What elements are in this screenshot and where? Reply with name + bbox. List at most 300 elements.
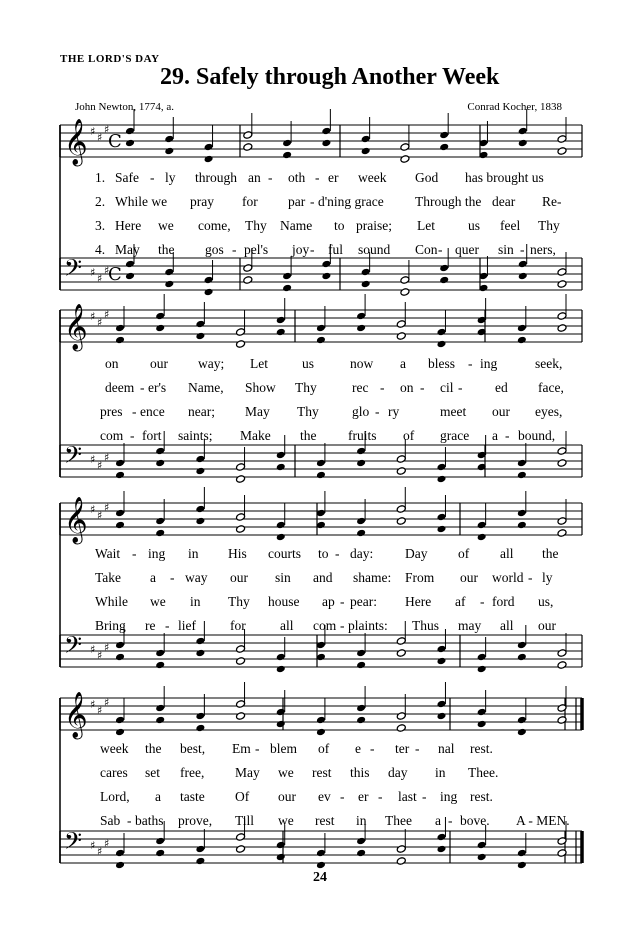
syllable: seek, <box>535 356 563 371</box>
syllable: the <box>145 741 162 756</box>
syllable: near; <box>188 404 215 419</box>
syllable: par <box>288 194 306 209</box>
syllable: ners, <box>530 242 556 257</box>
syllable: - <box>170 570 175 585</box>
clef-symbol: 𝄢 <box>64 441 83 474</box>
syllable: of <box>458 546 470 561</box>
syllable: bound, <box>518 428 556 443</box>
note-head <box>236 712 246 721</box>
syllable: - <box>448 813 453 828</box>
syllable: - <box>480 594 485 609</box>
note-head <box>276 853 286 862</box>
note-head <box>439 276 449 285</box>
syllable: From <box>405 570 435 585</box>
syllable: saints; <box>178 428 213 443</box>
syllable: - <box>422 789 427 804</box>
syllable: dear <box>492 194 516 209</box>
note-head <box>195 467 205 476</box>
syllable: our <box>538 618 556 633</box>
syllable: May <box>235 765 260 780</box>
syllable: lief <box>178 618 196 633</box>
syllable: the <box>300 428 317 443</box>
note-head <box>155 661 165 670</box>
syllable: way <box>185 570 208 585</box>
note-head <box>115 471 125 480</box>
note-head <box>236 845 246 854</box>
note-head <box>236 475 246 484</box>
syllable: may <box>458 618 482 633</box>
note-head <box>557 649 567 658</box>
syllable: a <box>435 813 441 828</box>
syllable: shame: <box>353 570 392 585</box>
syllable: May <box>115 242 140 257</box>
note-head <box>477 841 487 850</box>
syllable: com <box>100 428 124 443</box>
syllable: ford <box>492 594 515 609</box>
syllable: ing <box>440 789 458 804</box>
syllable: of <box>403 428 415 443</box>
note-head <box>236 657 246 666</box>
syllable: Till <box>235 813 255 828</box>
syllable: the <box>542 546 559 561</box>
syllable: our <box>150 356 168 371</box>
syllable: Bring <box>95 618 126 633</box>
note-head <box>276 533 286 542</box>
note-head <box>557 529 567 538</box>
note-head <box>125 139 135 148</box>
note-head <box>282 284 292 293</box>
syllable: we <box>278 765 294 780</box>
note-head <box>236 645 246 654</box>
syllable: us <box>468 218 481 233</box>
syllable: of <box>318 741 330 756</box>
note-head <box>155 459 165 468</box>
note-head <box>356 529 366 538</box>
note-head <box>204 276 214 285</box>
note-head <box>155 704 165 713</box>
syllable: Name <box>280 218 313 233</box>
syllable: a <box>492 428 498 443</box>
syllable: now <box>350 356 374 371</box>
verse-number: 3. <box>95 218 106 233</box>
syllable: an <box>248 170 261 185</box>
syllable: Through the <box>415 194 482 209</box>
syllable: Lord, <box>100 789 130 804</box>
note-head <box>236 700 246 709</box>
clef-symbol: ♯ <box>97 459 103 472</box>
syllable: Re- <box>542 194 562 209</box>
verse-number: 1. <box>95 170 106 185</box>
syllable: - <box>340 594 345 609</box>
clef-symbol: 𝄢 <box>64 631 83 664</box>
note-head <box>276 463 286 472</box>
syllable: all <box>280 618 294 633</box>
note-head <box>316 336 326 345</box>
syllable: in <box>188 546 199 561</box>
clef-symbol: 𝄞 <box>64 692 88 738</box>
syllable: - <box>370 741 375 756</box>
clef-symbol: ♯ <box>104 123 110 136</box>
syllable: meet <box>440 404 467 419</box>
syllable: come, <box>198 218 231 233</box>
note-head <box>204 288 214 297</box>
note-head <box>276 665 286 674</box>
note-head <box>316 861 326 870</box>
clef-symbol: ♯ <box>104 264 110 277</box>
syllable: prove, <box>178 813 213 828</box>
syllable: on <box>105 356 119 371</box>
syllable: sin <box>498 242 514 257</box>
note-head <box>321 139 331 148</box>
note-head <box>236 328 246 337</box>
note-head <box>204 155 214 164</box>
syllable: Day <box>405 546 428 561</box>
note-head <box>517 471 527 480</box>
note-head <box>396 320 406 329</box>
note-head <box>439 131 449 140</box>
note-head <box>155 849 165 858</box>
clef-symbol: ♯ <box>90 453 96 466</box>
syllable: ed <box>495 380 508 395</box>
note-head <box>115 336 125 345</box>
note-head <box>396 712 406 721</box>
section-heading: THE LORD'S DAY <box>60 53 160 65</box>
syllable: - <box>528 570 533 585</box>
syllable: Thee <box>385 813 412 828</box>
note-head <box>356 849 366 858</box>
syllable: ry <box>388 404 400 419</box>
syllable: all <box>500 546 514 561</box>
note-head <box>557 135 567 144</box>
note-head <box>356 661 366 670</box>
syllable: Here <box>405 594 432 609</box>
syllable: ence <box>140 404 165 419</box>
syllable: our <box>230 570 248 585</box>
note-head <box>276 841 286 850</box>
note-head <box>436 525 446 534</box>
syllable: - <box>310 194 315 209</box>
note-head <box>517 716 527 725</box>
clef-symbol: 𝄞 <box>64 119 88 165</box>
note-head <box>517 324 527 333</box>
note-head <box>195 845 205 854</box>
note-head <box>115 653 125 662</box>
syllable: ter <box>395 741 410 756</box>
syllable: While <box>95 594 128 609</box>
clef-symbol: ♯ <box>90 503 96 516</box>
note-head <box>115 716 125 725</box>
syllable: ing <box>480 356 498 371</box>
syllable: - <box>315 170 320 185</box>
note-head <box>477 708 487 717</box>
syllable: a <box>400 356 406 371</box>
syllable: er <box>358 789 369 804</box>
syllable: deem <box>105 380 135 395</box>
syllable: - <box>375 404 380 419</box>
note-head <box>243 143 253 152</box>
note-head <box>236 340 246 349</box>
note-head <box>204 143 214 152</box>
clef-symbol: C <box>108 131 122 152</box>
syllable: Of <box>235 789 250 804</box>
note-head <box>396 845 406 854</box>
note-head <box>164 147 174 156</box>
syllable: this <box>350 765 370 780</box>
syllable: last <box>398 789 417 804</box>
note-head <box>396 467 406 476</box>
note-head <box>396 649 406 658</box>
syllable: rest <box>312 765 332 780</box>
note-head <box>125 272 135 281</box>
syllable: com <box>313 618 337 633</box>
note-head <box>155 649 165 658</box>
note-head <box>356 517 366 526</box>
syllable: grace <box>440 428 470 443</box>
note-head <box>236 513 246 522</box>
syllable: - <box>132 546 137 561</box>
note-head <box>316 471 326 480</box>
syllable: - <box>458 380 463 395</box>
note-head <box>276 521 286 530</box>
note-head <box>195 712 205 721</box>
note-head <box>195 857 205 866</box>
syllable: - <box>505 428 510 443</box>
clef-symbol: ♯ <box>104 837 110 850</box>
note-head <box>477 521 487 530</box>
note-head <box>518 127 528 136</box>
note-head <box>155 324 165 333</box>
music-credit: Conrad Kocher, 1838 <box>467 101 562 113</box>
hymn-title <box>160 64 499 91</box>
syllable: house <box>268 594 300 609</box>
note-head <box>115 728 125 737</box>
clef-symbol: 𝄢 <box>64 254 83 287</box>
note-head <box>282 151 292 160</box>
note-head <box>276 653 286 662</box>
syllable: ev <box>318 789 331 804</box>
syllable: Sab <box>100 813 121 828</box>
syllable: - <box>420 380 425 395</box>
note-head <box>115 324 125 333</box>
note-head <box>316 849 326 858</box>
syllable: - <box>468 356 473 371</box>
syllable: all <box>500 618 514 633</box>
syllable: His <box>228 546 247 561</box>
syllable: re <box>145 618 156 633</box>
clef-symbol: 𝄞 <box>64 497 88 543</box>
note-head <box>356 649 366 658</box>
note-head <box>436 513 446 522</box>
syllable: pray <box>190 194 214 209</box>
note-head <box>115 521 125 530</box>
syllable: pres <box>100 404 123 419</box>
note-head <box>436 657 446 666</box>
clef-symbol: ♯ <box>104 308 110 321</box>
note-head <box>477 665 487 674</box>
note-head <box>517 849 527 858</box>
syllable: week <box>358 170 387 185</box>
clef-symbol: ♯ <box>97 509 103 522</box>
page-number: 24 <box>313 870 327 885</box>
syllable: - <box>165 618 170 633</box>
syllable: Thee. <box>468 765 499 780</box>
syllable: Thy <box>295 380 317 395</box>
note-head <box>518 139 528 148</box>
note-head <box>436 475 446 484</box>
note-head <box>155 529 165 538</box>
syllable: pear: <box>350 594 377 609</box>
syllable: - <box>268 170 273 185</box>
note-head <box>115 641 125 650</box>
note-head <box>282 272 292 281</box>
note-head <box>400 155 410 164</box>
note-head <box>195 332 205 341</box>
syllable: best, <box>180 741 206 756</box>
syllable: to <box>334 218 345 233</box>
syllable: - <box>438 242 443 257</box>
note-head <box>316 728 326 737</box>
syllable: plaints: <box>348 618 388 633</box>
clef-symbol: ♯ <box>97 845 103 858</box>
syllable: sin <box>275 570 291 585</box>
syllable: d'ning grace <box>318 194 384 209</box>
note-head <box>557 324 567 333</box>
syllable: for <box>230 618 246 633</box>
clef-symbol: 𝄞 <box>64 304 88 350</box>
clef-symbol: C <box>108 264 122 285</box>
syllable: in <box>356 813 367 828</box>
note-head <box>282 139 292 148</box>
note-head <box>477 853 487 862</box>
clef-symbol: ♯ <box>97 649 103 662</box>
note-head <box>115 509 125 518</box>
note-head <box>517 521 527 530</box>
syllable: rec <box>352 380 369 395</box>
note-head <box>276 451 286 460</box>
syllable: er <box>328 170 339 185</box>
syllable: in <box>435 765 446 780</box>
note-head <box>236 463 246 472</box>
syllable: Thy <box>297 404 319 419</box>
syllable: Let <box>250 356 268 371</box>
syllable: - <box>310 242 315 257</box>
syllable: Make <box>240 428 271 443</box>
syllable: cil <box>440 380 454 395</box>
note-head <box>436 328 446 337</box>
syllable: praise; <box>356 218 392 233</box>
syllable: Thus <box>412 618 439 633</box>
note-head <box>361 147 371 156</box>
note-head <box>356 704 366 713</box>
syllable: While we <box>115 194 168 209</box>
syllable: to <box>318 546 329 561</box>
syllable: quer <box>455 242 479 257</box>
note-head <box>155 716 165 725</box>
note-head <box>517 653 527 662</box>
syllable: God <box>415 170 439 185</box>
note-head <box>356 837 366 846</box>
syllable: rest. <box>470 741 493 756</box>
note-head <box>557 517 567 526</box>
syllable: ly <box>165 170 176 185</box>
clef-symbol: 𝄢 <box>64 827 83 860</box>
syllable: Thy <box>228 594 250 609</box>
note-head <box>356 459 366 468</box>
note-head <box>115 861 125 870</box>
note-head <box>276 708 286 717</box>
syllable: on <box>400 380 414 395</box>
note-head <box>276 720 286 729</box>
syllable: eyes, <box>535 404 563 419</box>
note-head <box>557 661 567 670</box>
clef-symbol: ♯ <box>90 643 96 656</box>
note-head <box>436 700 446 709</box>
note-head <box>195 320 205 329</box>
syllable: Em <box>232 741 251 756</box>
note-head <box>361 135 371 144</box>
syllable: - <box>378 789 383 804</box>
note-head <box>436 340 446 349</box>
syllable: we <box>278 813 294 828</box>
syllable: - <box>140 380 145 395</box>
clef-symbol: ♯ <box>90 125 96 138</box>
note-head <box>557 268 567 277</box>
syllable: Take <box>95 570 122 585</box>
note-head <box>115 849 125 858</box>
note-head <box>155 837 165 846</box>
note-head <box>396 857 406 866</box>
syllable: fort <box>142 428 162 443</box>
note-head <box>518 272 528 281</box>
note-head <box>436 645 446 654</box>
note-head <box>356 312 366 321</box>
syllable: set <box>145 765 160 780</box>
syllable: - <box>520 242 525 257</box>
syllable: feel <box>500 218 521 233</box>
syllable: oth <box>288 170 306 185</box>
note-head <box>436 712 446 721</box>
syllable: pel's <box>244 242 269 257</box>
syllable: bless <box>428 356 455 371</box>
note-head <box>164 268 174 277</box>
clef-symbol: ♯ <box>104 451 110 464</box>
syllable: face, <box>538 380 564 395</box>
note-head <box>316 716 326 725</box>
syllable: - <box>132 404 137 419</box>
clef-symbol: ♯ <box>97 316 103 329</box>
syllable: has brought us <box>465 170 544 185</box>
syllable: day: <box>350 546 374 561</box>
clef-symbol: ♯ <box>90 266 96 279</box>
note-head <box>164 280 174 289</box>
note-head <box>436 463 446 472</box>
clef-symbol: ♯ <box>104 641 110 654</box>
note-head <box>400 288 410 297</box>
syllable: - <box>127 813 132 828</box>
syllable: Name, <box>188 380 224 395</box>
syllable: rest <box>315 813 335 828</box>
note-head <box>477 720 487 729</box>
syllable: way; <box>198 356 225 371</box>
clef-symbol: ♯ <box>97 272 103 285</box>
syllable: - <box>380 380 385 395</box>
note-head <box>321 272 331 281</box>
note-head <box>195 517 205 526</box>
syllable: Let <box>417 218 435 233</box>
note-head <box>557 280 567 289</box>
syllable: May <box>245 404 270 419</box>
note-head <box>316 324 326 333</box>
